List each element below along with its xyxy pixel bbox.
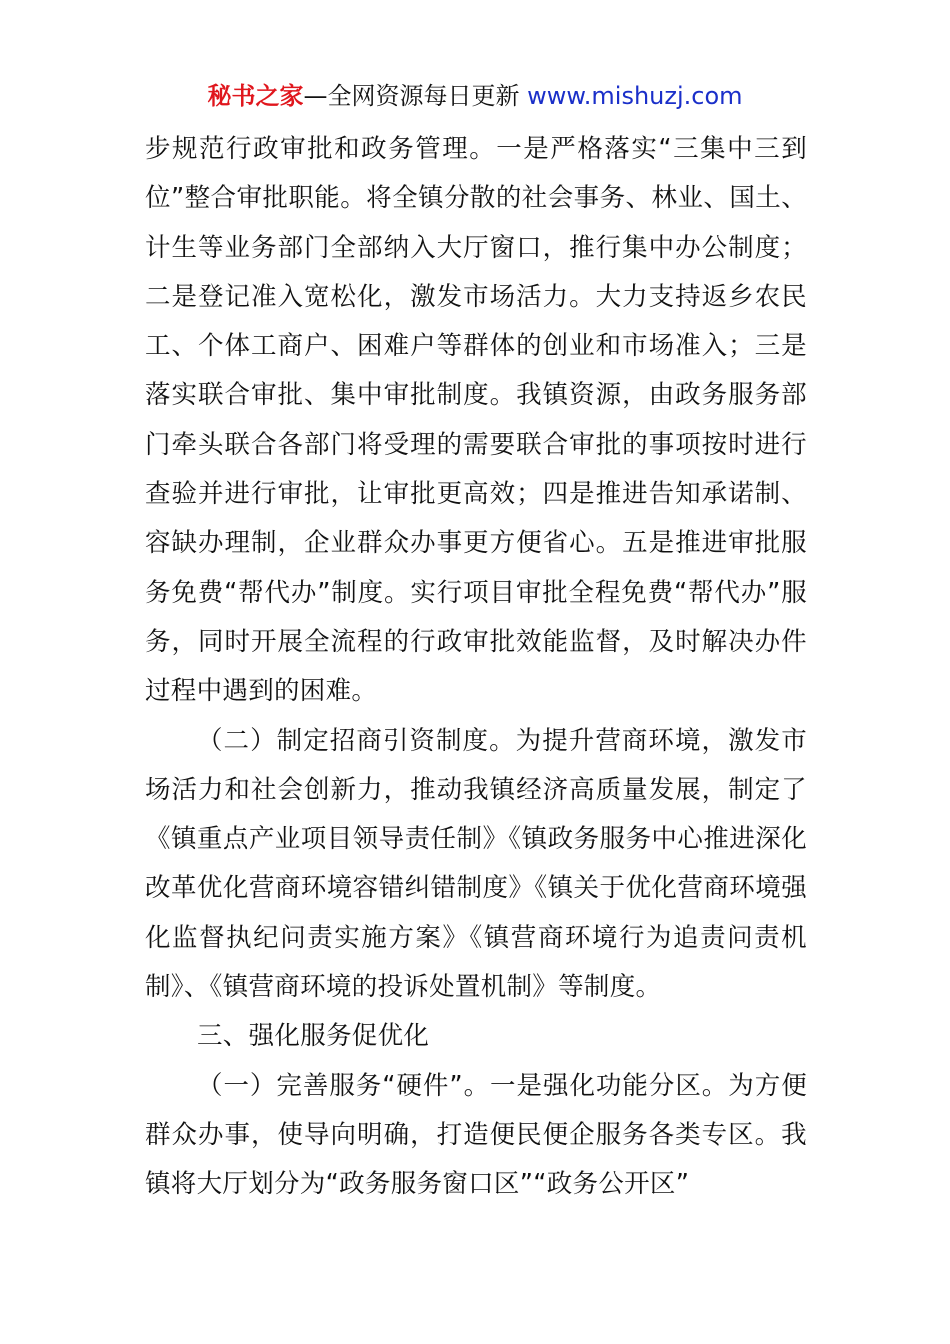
paragraph-continuation: 步规范行政审批和政务管理。一是严格落实“三集中三到位”整合审批职能。将全镇分散的社会事务、林业、国土、计生等业务部门全部纳入大厅窗口，推行集中办公制度；二是登记准入宽松化，激发市场活力。大力支持返乡农民工、个体工商户、困难户等群体的创业和市场准入；三是落实联合审批、集中审批制度。我镇资源，由政务服务部门牵头联合各部门将受理的需要联合审批的事项按时进行查验并进行审批，让审批更高效；四是推进告知承诺制、容缺办理制，企业群众办事更方便省心。五是推进审批服务免费“帮代办”制度。实行项目审批全程免费“帮代办”服务，同时开展全流程的行政审批效能监督，及时解决办件过程中遇到的困难。 bbox=[145, 134, 807, 707]
page-header bbox=[0, 80, 950, 112]
paragraph-investment-policy: （二）制定招商引资制度。为提升营商环境，激发市场活力和社会创新力，推动我镇经济高质量发展，制定了《镇重点产业项目领导责任制》《镇政务服务中心推进深化改革优化营商环境容错纠错制度》《镇关于优化营商环境强化监督执纪问责实施方案》《镇营商环境行为追责问责机制》、《镇营商环境的投诉处置机制》等制度。 bbox=[145, 725, 807, 1003]
section-heading: 三、强化服务促优化 bbox=[197, 1021, 430, 1052]
site-url[interactable]: www.mishuzj.com bbox=[527, 82, 743, 110]
header-tagline: —全网资源每日更新 bbox=[303, 82, 528, 110]
paragraph-service-hardware: （一）完善服务“硬件”。一是强化功能分区。为方便群众办事，使导向明确，打造便民便企服务各类专区。我镇将大厅划分为“政务服务窗口区”“政务公开区” bbox=[145, 1070, 807, 1200]
document-body bbox=[145, 125, 807, 1210]
brand-name: 秘书之家 bbox=[207, 82, 304, 110]
